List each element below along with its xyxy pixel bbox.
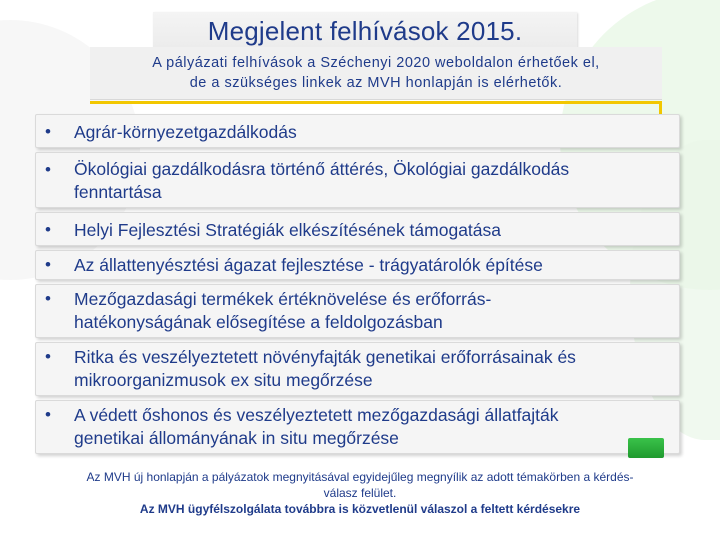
list-item [35,342,680,396]
list-item [35,250,680,280]
page-title: Megjelent felhívások 2015. [207,16,523,46]
list-item-text-line-1: Ritka és veszélyeztetett növényfajták genetikai erőforrásainak és [74,347,576,367]
bullet-icon: • [45,405,51,424]
footer-line-1: Az MVH új honlapján a pályázatok megnyitásával egyidejűleg megnyílik az adott témakörben a kérdés- [86,470,634,484]
list-item [35,284,680,338]
list-item-text-line-1: Mezőgazdasági termékek értéknövelése és erőforrás- [74,289,492,309]
footer-note [28,469,692,517]
bullet-icon: • [45,122,51,141]
list-item-text-line-2: fenntartása [74,182,162,202]
list-item [35,152,680,208]
green-accent-tab [628,438,664,458]
subtitle-line-1: A pályázati felhívások a Széchenyi 2020 weboldalon érhetőek el, [152,55,600,71]
subtitle-line-2: de a szükséges linkek az MVH honlapján is elérhetők. [189,75,563,91]
list-item-text [74,158,669,204]
title-box [153,12,577,48]
list-item [35,114,680,148]
list-item-text: Agrár-környezetgazdálkodás [74,122,297,142]
list-item-text-line-1: Ökológiai gazdálkodásra történő áttérés, Ökológiai gazdálkodás [74,159,570,179]
bullet-icon: • [45,289,51,308]
list-item [35,400,680,454]
list-item-text [74,346,669,392]
list-item [35,212,680,246]
bullet-icon: • [45,220,51,239]
list-item-text-line-1: A védett őshonos és veszélyeztetett mezőgazdasági állatfajták [74,405,559,425]
footer-line-3: Az MVH ügyfélszolgálata továbbra is közvetlenül válaszol a feltett kérdésekre [139,502,581,516]
list-item-text-line-2: genetikai állományának in situ megőrzése [74,428,399,448]
list-item-text: Az állattenyésztési ágazat fejlesztése - trágyatárolók építése [74,255,543,275]
bullet-icon: • [45,160,51,179]
subtitle-box [90,47,662,100]
footer-line-2: válasz felület. [323,486,397,500]
list-item-text: Helyi Fejlesztési Stratégiák elkészítésének támogatása [74,220,502,240]
list-item-text [74,404,669,450]
list-item-text-line-2: mikroorganizmusok ex situ megőrzése [74,370,373,390]
list-item-text [74,288,669,334]
bullet-icon: • [45,255,51,274]
bullet-icon: • [45,347,51,366]
accent-divider-tab [659,101,662,115]
accent-divider [90,101,662,104]
list-item-text-line-2: hatékonyságának elősegítése a feldolgozásban [74,312,443,332]
